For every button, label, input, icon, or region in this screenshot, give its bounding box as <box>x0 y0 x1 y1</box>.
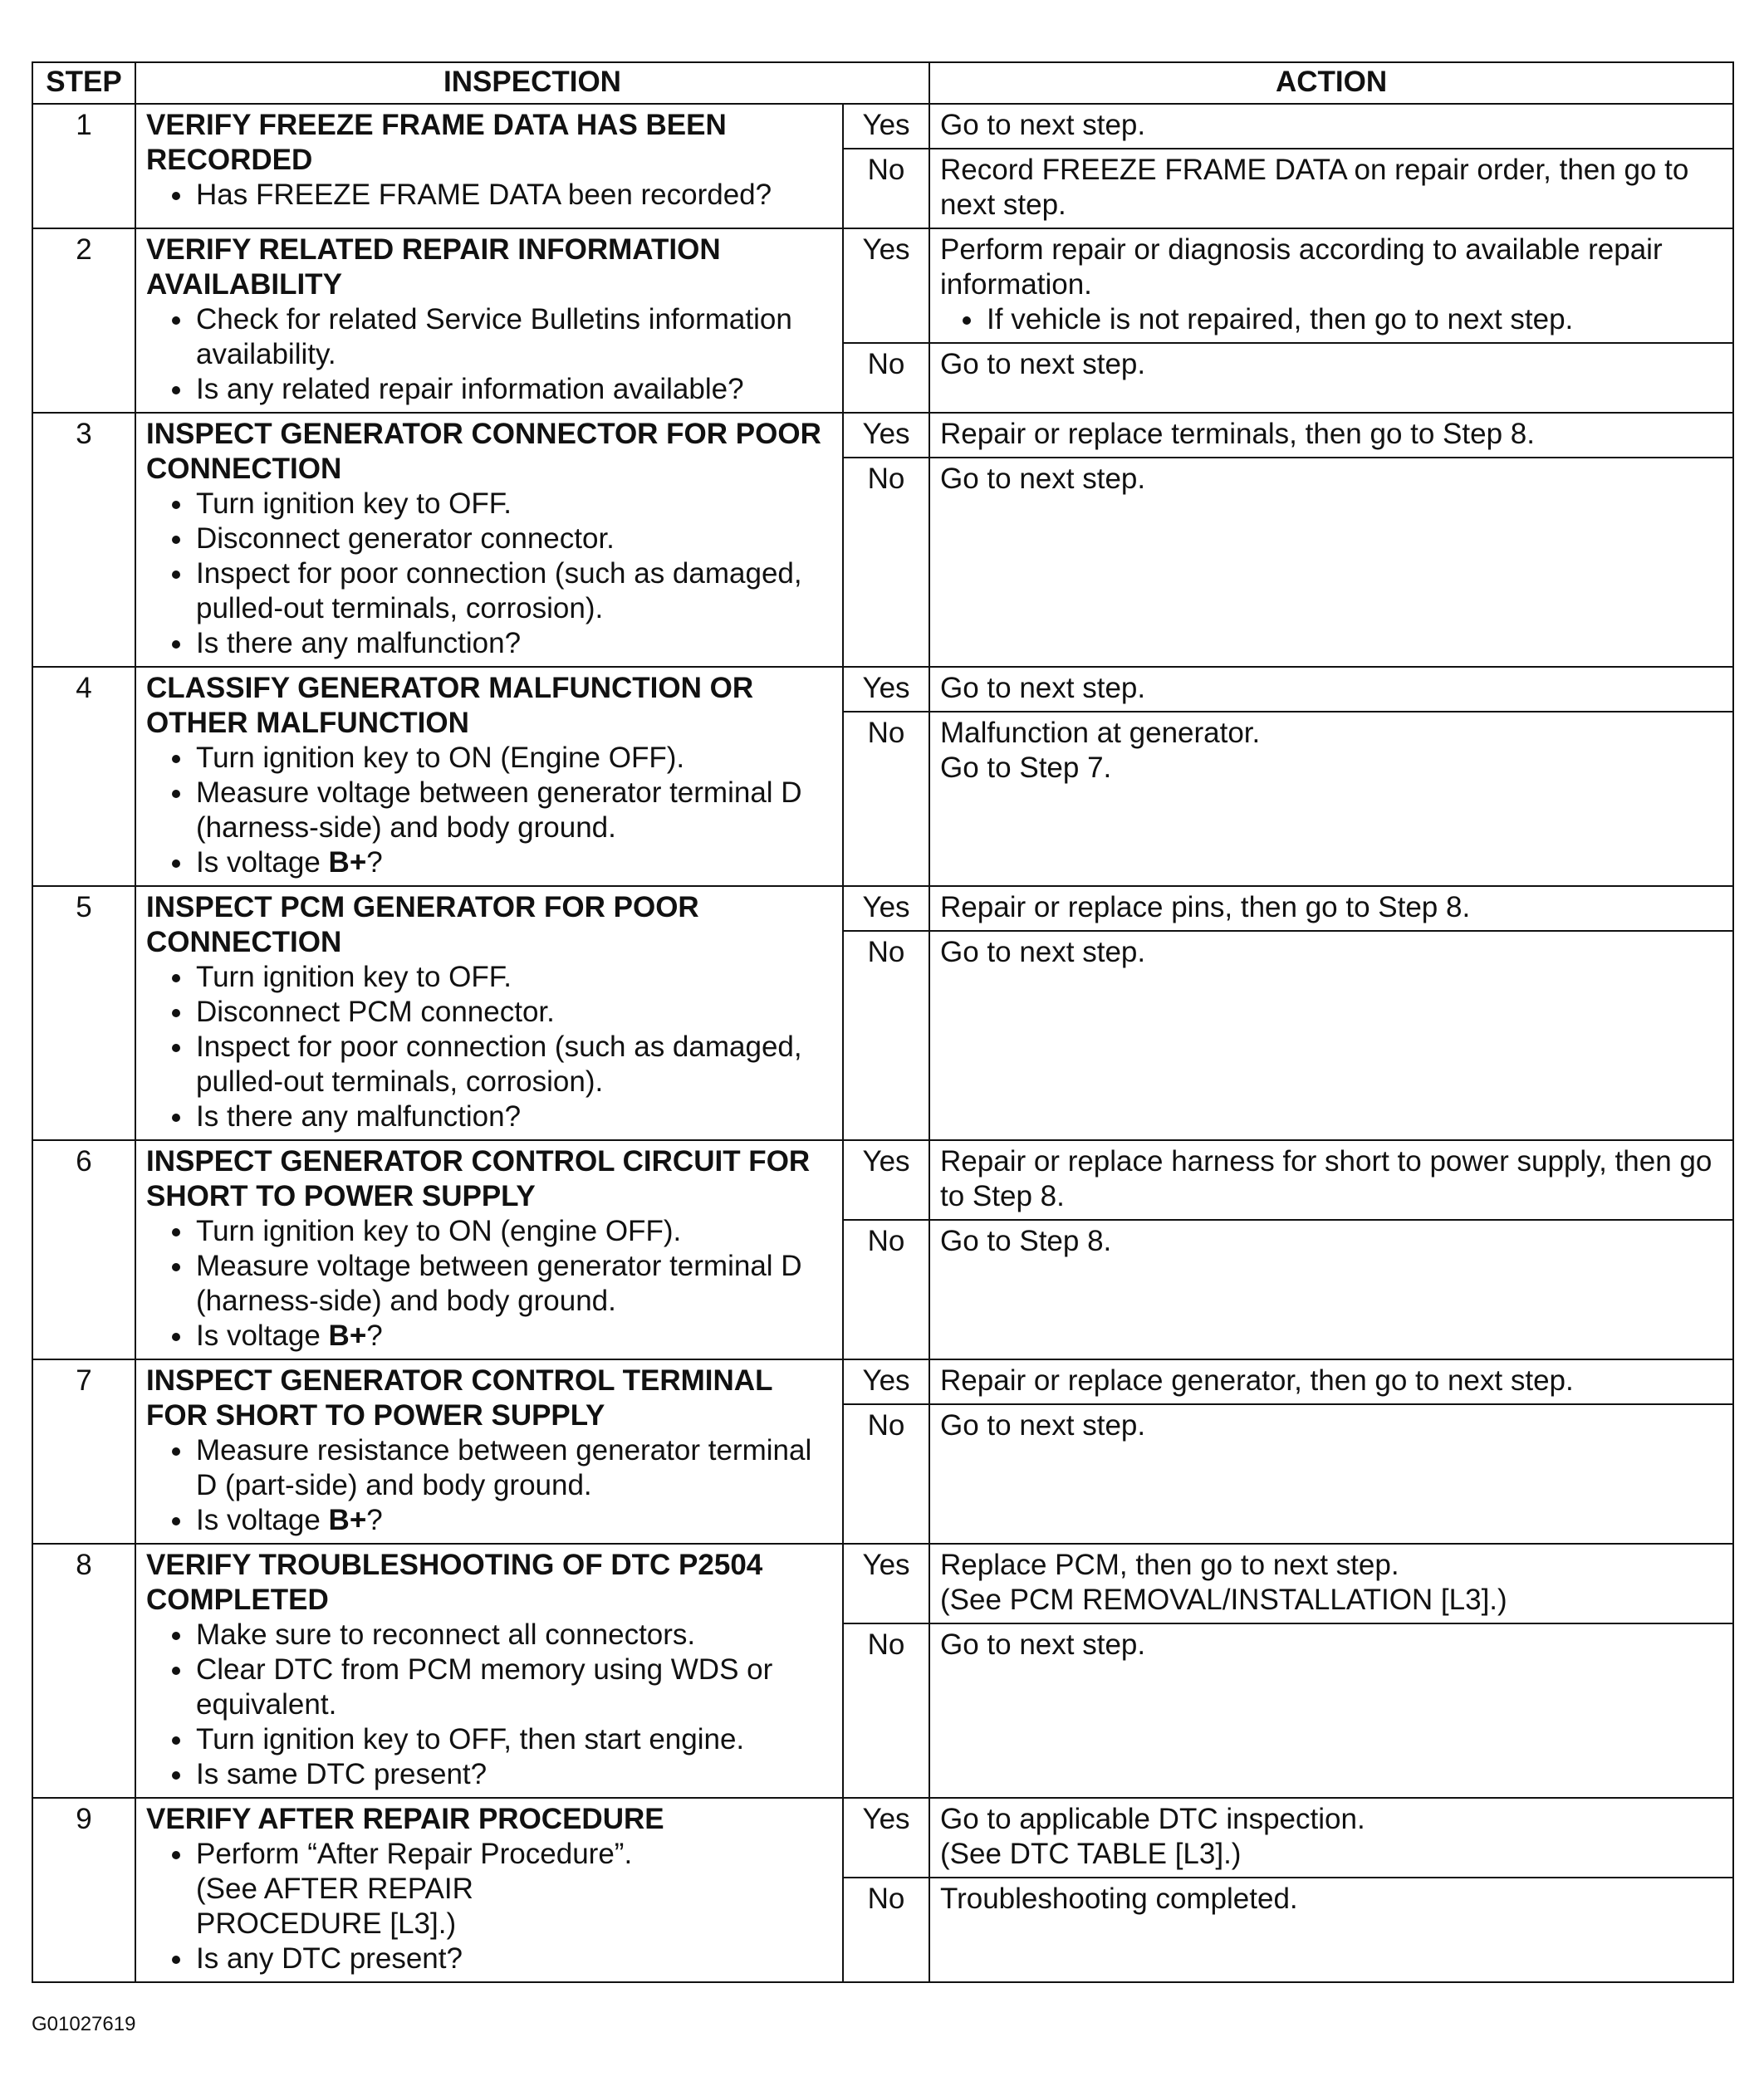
no-label: No <box>843 1220 929 1359</box>
yes-action <box>929 228 1733 343</box>
yes-action <box>929 1140 1733 1220</box>
table-row <box>32 228 1733 343</box>
inspection-header: INSPECTION <box>135 62 929 104</box>
inspection-bullet-list <box>146 1214 834 1354</box>
inspection-cell <box>135 1798 843 1982</box>
inspection-bullet: • Disconnect PCM connector. <box>194 995 834 1030</box>
inspection-bullet: • Make sure to reconnect all connectors. <box>194 1618 834 1653</box>
table-row <box>32 104 1733 149</box>
table-header-row <box>32 62 1733 104</box>
step-number: 3 <box>32 413 135 667</box>
no-action: Malfunction at generator. Go to Step 7. <box>929 712 1733 886</box>
table-row <box>32 413 1733 458</box>
no-label: No <box>843 1878 929 1982</box>
yes-action-text: Go to next step. <box>940 672 1146 704</box>
yes-label: Yes <box>843 1140 929 1220</box>
inspection-bullet: • Is any related repair information available? <box>194 372 834 407</box>
yes-action-text: Replace PCM, then go to next step. (See PCM REMOVAL/INSTALLATION [L3].) <box>940 1549 1507 1616</box>
no-action: Go to next step. <box>929 458 1733 667</box>
inspection-cell <box>135 413 843 667</box>
yes-action <box>929 886 1733 931</box>
no-label: No <box>843 1404 929 1544</box>
yes-action <box>929 1359 1733 1404</box>
inspection-bullet: • Turn ignition key to OFF. <box>194 960 834 995</box>
inspection-title: VERIFY TROUBLESHOOTING OF DTC P2504 COMPLETED <box>146 1549 763 1616</box>
yes-label: Yes <box>843 104 929 149</box>
inspection-title: INSPECT PCM GENERATOR FOR POOR CONNECTION <box>146 891 699 958</box>
inspection-bullet: • Turn ignition key to OFF. <box>194 487 834 522</box>
inspection-bullet: • Inspect for poor connection (such as damaged, pulled-out terminals, corrosion). <box>194 1030 834 1099</box>
step-number: 7 <box>32 1359 135 1544</box>
yes-action-text: Go to applicable DTC inspection. (See DTC TABLE [L3].) <box>940 1803 1365 1870</box>
inspection-bullet-list <box>146 1433 834 1538</box>
inspection-title: INSPECT GENERATOR CONTROL TERMINAL FOR SHORT TO POWER SUPPLY <box>146 1364 772 1432</box>
table-row <box>32 1140 1733 1220</box>
action-bullet-list <box>940 302 1724 337</box>
table-row <box>32 886 1733 931</box>
voltage-value: B+ <box>328 1320 367 1352</box>
inspection-bullet-list <box>146 1618 834 1792</box>
inspection-bullet: • Measure voltage between generator terminal D (harness-side) and body ground. <box>194 1249 834 1319</box>
figure-code: G01027619 <box>32 2013 136 2035</box>
yes-action-text: Go to next step. <box>940 109 1146 141</box>
inspection-title: CLASSIFY GENERATOR MALFUNCTION OR OTHER MALFUNCTION <box>146 672 754 739</box>
no-label: No <box>843 712 929 886</box>
yes-action-text: Repair or replace generator, then go to next step. <box>940 1364 1574 1397</box>
inspection-bullet: • Turn ignition key to ON (Engine OFF). <box>194 741 834 776</box>
yes-action <box>929 1544 1733 1623</box>
yes-label: Yes <box>843 886 929 931</box>
no-label: No <box>843 931 929 1140</box>
table-row <box>32 1798 1733 1878</box>
inspection-cell <box>135 104 843 228</box>
inspection-bullet: • Inspect for poor connection (such as damaged, pulled-out terminals, corrosion). <box>194 556 834 626</box>
inspection-bullet: • Measure voltage between generator terminal D (harness-side) and body ground. <box>194 776 834 845</box>
inspection-bullet: • Clear DTC from PCM memory using WDS or equivalent. <box>194 1653 834 1722</box>
no-action: Troubleshooting completed. <box>929 1878 1733 1982</box>
inspection-bullet: • Measure resistance between generator terminal D (part-side) and body ground. <box>194 1433 834 1503</box>
no-action: Go to next step. <box>929 343 1733 413</box>
table-row <box>32 1359 1733 1404</box>
inspection-title: VERIFY AFTER REPAIR PROCEDURE <box>146 1803 664 1835</box>
yes-label: Yes <box>843 1798 929 1878</box>
no-action: Go to next step. <box>929 1623 1733 1798</box>
yes-label: Yes <box>843 667 929 712</box>
inspection-bullet: • Is voltage B+? <box>194 845 834 880</box>
inspection-bullet: • Is any DTC present? <box>194 1942 834 1976</box>
inspection-cell <box>135 667 843 886</box>
step-header: STEP <box>32 62 135 104</box>
no-label: No <box>843 343 929 413</box>
inspection-cell <box>135 1359 843 1544</box>
inspection-bullet-list <box>146 178 834 213</box>
step-number: 4 <box>32 667 135 886</box>
voltage-value: B+ <box>328 1504 367 1536</box>
yes-action-text: Repair or replace harness for short to power supply, then go to Step 8. <box>940 1145 1713 1212</box>
step-number: 8 <box>32 1544 135 1798</box>
no-action: Record FREEZE FRAME DATA on repair order, then go to next step. <box>929 149 1733 228</box>
no-action: Go to next step. <box>929 1404 1733 1544</box>
no-label: No <box>843 458 929 667</box>
inspection-title: VERIFY RELATED REPAIR INFORMATION AVAILABILITY <box>146 233 721 301</box>
yes-label: Yes <box>843 228 929 343</box>
troubleshooting-table <box>32 61 1734 1983</box>
step-number: 1 <box>32 104 135 228</box>
no-action: Go to next step. <box>929 931 1733 1140</box>
inspection-cell <box>135 886 843 1140</box>
no-label: No <box>843 1623 929 1798</box>
no-label: No <box>843 149 929 228</box>
inspection-title: INSPECT GENERATOR CONNECTOR FOR POOR CONNECTION <box>146 418 821 485</box>
yes-action <box>929 1798 1733 1878</box>
action-bullet: • If vehicle is not repaired, then go to next step. <box>985 302 1724 337</box>
step-number: 6 <box>32 1140 135 1359</box>
yes-label: Yes <box>843 413 929 458</box>
inspection-bullet: • Is voltage B+? <box>194 1319 834 1354</box>
inspection-title: INSPECT GENERATOR CONTROL CIRCUIT FOR SHORT TO POWER SUPPLY <box>146 1145 811 1212</box>
yes-label: Yes <box>843 1544 929 1623</box>
inspection-bullet: • Check for related Service Bulletins information availability. <box>194 302 834 372</box>
inspection-bullet: • Is same DTC present? <box>194 1757 834 1792</box>
yes-action <box>929 667 1733 712</box>
step-number: 9 <box>32 1798 135 1982</box>
inspection-bullet-list <box>146 302 834 407</box>
inspection-bullet: • Is there any malfunction? <box>194 1099 834 1134</box>
step-number: 2 <box>32 228 135 413</box>
table-body <box>32 104 1733 1982</box>
inspection-bullet-list <box>146 1837 834 1976</box>
step-number: 5 <box>32 886 135 1140</box>
yes-action-text: Perform repair or diagnosis according to available repair information. <box>940 233 1663 301</box>
inspection-bullet: • Has FREEZE FRAME DATA been recorded? <box>194 178 834 213</box>
inspection-bullet: • Is there any malfunction? <box>194 626 834 661</box>
yes-action <box>929 413 1733 458</box>
inspection-cell <box>135 1544 843 1798</box>
yes-action <box>929 104 1733 149</box>
inspection-bullet-list <box>146 960 834 1134</box>
inspection-title: VERIFY FREEZE FRAME DATA HAS BEEN RECORDED <box>146 109 727 176</box>
yes-action-text: Repair or replace pins, then go to Step 8. <box>940 891 1471 923</box>
voltage-value: B+ <box>328 846 367 879</box>
action-header: ACTION <box>929 62 1733 104</box>
inspection-bullet: • Perform “After Repair Procedure”. (See AFTER REPAIR PROCEDURE [L3].) <box>194 1837 834 1942</box>
table-row <box>32 667 1733 712</box>
inspection-cell <box>135 1140 843 1359</box>
table-row <box>32 1544 1733 1623</box>
inspection-bullet-list <box>146 741 834 880</box>
no-action: Go to Step 8. <box>929 1220 1733 1359</box>
yes-action-text: Repair or replace terminals, then go to Step 8. <box>940 418 1535 450</box>
inspection-bullet-list <box>146 487 834 661</box>
inspection-bullet: • Disconnect generator connector. <box>194 522 834 556</box>
inspection-cell <box>135 228 843 413</box>
inspection-bullet: • Is voltage B+? <box>194 1503 834 1538</box>
inspection-bullet: • Turn ignition key to OFF, then start engine. <box>194 1722 834 1757</box>
yes-label: Yes <box>843 1359 929 1404</box>
inspection-bullet: • Turn ignition key to ON (engine OFF). <box>194 1214 834 1249</box>
